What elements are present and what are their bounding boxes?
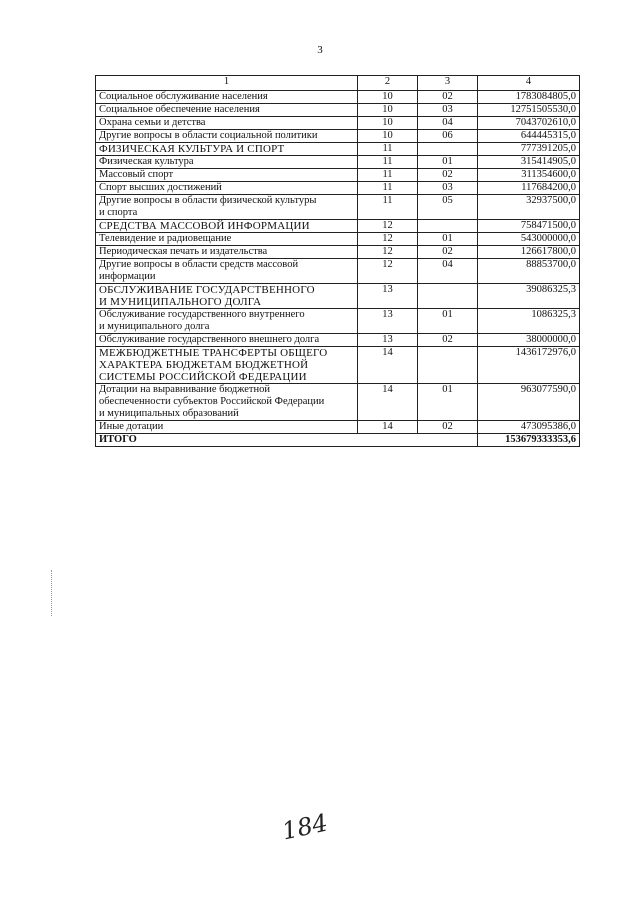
table-row [96, 284, 580, 309]
column-header-4: 4 [478, 76, 580, 91]
row-amount-cell: 1783084805,0 [478, 91, 580, 104]
row-name-cell: Другие вопросы в области средств массовой информации [96, 259, 358, 284]
row-section-cell: 13 [358, 334, 418, 347]
row-amount-cell: 7043702610,0 [478, 117, 580, 130]
row-name-cell: Иные дотации [96, 421, 358, 434]
row-name-cell: Дотации на выравнивание бюджетной обеспеченности субъектов Российской Федерации и муниципальных образований [96, 384, 358, 421]
row-section-cell: 11 [358, 156, 418, 169]
row-subsection-cell: 02 [418, 169, 478, 182]
row-section-cell: 11 [358, 182, 418, 195]
row-subsection-cell: 06 [418, 130, 478, 143]
column-header-3: 3 [418, 76, 478, 91]
row-subsection-cell: 02 [418, 246, 478, 259]
row-section-cell: 10 [358, 91, 418, 104]
scan-margin-mark [51, 570, 53, 616]
table-row [96, 421, 580, 434]
row-section-cell: 11 [358, 169, 418, 182]
row-amount-cell: 126617800,0 [478, 246, 580, 259]
table-row [96, 195, 580, 220]
table-row [96, 220, 580, 233]
row-amount-cell: 473095386,0 [478, 421, 580, 434]
table-row [96, 233, 580, 246]
row-section-cell: 11 [358, 195, 418, 220]
table-row [96, 91, 580, 104]
row-amount-cell: 315414905,0 [478, 156, 580, 169]
row-name-cell: ОБСЛУЖИВАНИЕ ГОСУДАРСТВЕННОГО И МУНИЦИПАЛЬНОГО ДОЛГА [96, 284, 358, 309]
row-amount-cell: 758471500,0 [478, 220, 580, 233]
total-amount: 153679333353,6 [478, 434, 580, 447]
row-amount-cell: 543000000,0 [478, 233, 580, 246]
row-subsection-cell: 01 [418, 156, 478, 169]
table-row [96, 384, 580, 421]
table-row [96, 130, 580, 143]
row-section-cell: 11 [358, 143, 418, 156]
row-subsection-cell [418, 220, 478, 233]
table-row [96, 104, 580, 117]
row-section-cell: 10 [358, 104, 418, 117]
table-row [96, 309, 580, 334]
row-section-cell: 10 [358, 130, 418, 143]
column-header-1: 1 [96, 76, 358, 91]
row-name-cell: Спорт высших достижений [96, 182, 358, 195]
row-amount-cell: 38000000,0 [478, 334, 580, 347]
row-section-cell: 12 [358, 220, 418, 233]
row-name-cell: МЕЖБЮДЖЕТНЫЕ ТРАНСФЕРТЫ ОБЩЕГО ХАРАКТЕРА БЮДЖЕТАМ БЮДЖЕТНОЙ СИСТЕМЫ РОССИЙСКОЙ ФЕДЕРАЦИИ [96, 347, 358, 384]
row-amount-cell: 88853700,0 [478, 259, 580, 284]
row-subsection-cell: 05 [418, 195, 478, 220]
row-subsection-cell [418, 347, 478, 384]
row-subsection-cell: 02 [418, 421, 478, 434]
row-amount-cell: 777391205,0 [478, 143, 580, 156]
row-name-cell: Социальное обслуживание населения [96, 91, 358, 104]
table-body [96, 91, 580, 447]
row-name-cell: Другие вопросы в области физической культуры и спорта [96, 195, 358, 220]
row-amount-cell: 1086325,3 [478, 309, 580, 334]
table-row [96, 169, 580, 182]
row-amount-cell: 1436172976,0 [478, 347, 580, 384]
row-section-cell: 14 [358, 347, 418, 384]
row-subsection-cell: 02 [418, 334, 478, 347]
row-section-cell: 10 [358, 117, 418, 130]
row-subsection-cell: 03 [418, 104, 478, 117]
row-subsection-cell: 02 [418, 91, 478, 104]
handwritten-signature: 184 [279, 808, 331, 846]
row-subsection-cell: 01 [418, 309, 478, 334]
row-amount-cell: 311354600,0 [478, 169, 580, 182]
row-amount-cell: 39086325,3 [478, 284, 580, 309]
column-header-2: 2 [358, 76, 418, 91]
table-header-row [96, 76, 580, 91]
row-name-cell: Телевидение и радиовещание [96, 233, 358, 246]
row-name-cell: Обслуживание государственного внешнего долга [96, 334, 358, 347]
total-label: ИТОГО [96, 434, 478, 447]
row-section-cell: 14 [358, 421, 418, 434]
row-name-cell: Обслуживание государственного внутреннего и муниципального долга [96, 309, 358, 334]
table-row [96, 347, 580, 384]
row-subsection-cell: 01 [418, 384, 478, 421]
row-name-cell: СРЕДСТВА МАССОВОЙ ИНФОРМАЦИИ [96, 220, 358, 233]
row-amount-cell: 117684200,0 [478, 182, 580, 195]
table-row [96, 182, 580, 195]
row-name-cell: Массовый спорт [96, 169, 358, 182]
table-row [96, 117, 580, 130]
table-row [96, 143, 580, 156]
row-amount-cell: 644445315,0 [478, 130, 580, 143]
row-name-cell: Социальное обеспечение населения [96, 104, 358, 117]
row-section-cell: 14 [358, 384, 418, 421]
row-subsection-cell [418, 143, 478, 156]
row-name-cell: Охрана семьи и детства [96, 117, 358, 130]
total-row [96, 434, 580, 447]
row-section-cell: 13 [358, 284, 418, 309]
row-section-cell: 12 [358, 259, 418, 284]
row-amount-cell: 963077590,0 [478, 384, 580, 421]
row-section-cell: 12 [358, 246, 418, 259]
table-row [96, 246, 580, 259]
budget-table [95, 75, 580, 447]
row-name-cell: Физическая культура [96, 156, 358, 169]
page-number: 3 [317, 44, 323, 56]
row-amount-cell: 32937500,0 [478, 195, 580, 220]
row-name-cell: Другие вопросы в области социальной политики [96, 130, 358, 143]
row-subsection-cell: 04 [418, 259, 478, 284]
row-subsection-cell: 01 [418, 233, 478, 246]
row-amount-cell: 12751505530,0 [478, 104, 580, 117]
row-subsection-cell: 04 [418, 117, 478, 130]
table-row [96, 334, 580, 347]
row-name-cell: Периодическая печать и издательства [96, 246, 358, 259]
row-name-cell: ФИЗИЧЕСКАЯ КУЛЬТУРА И СПОРТ [96, 143, 358, 156]
row-subsection-cell [418, 284, 478, 309]
row-section-cell: 13 [358, 309, 418, 334]
row-section-cell: 12 [358, 233, 418, 246]
table-row [96, 156, 580, 169]
row-subsection-cell: 03 [418, 182, 478, 195]
table-row [96, 259, 580, 284]
